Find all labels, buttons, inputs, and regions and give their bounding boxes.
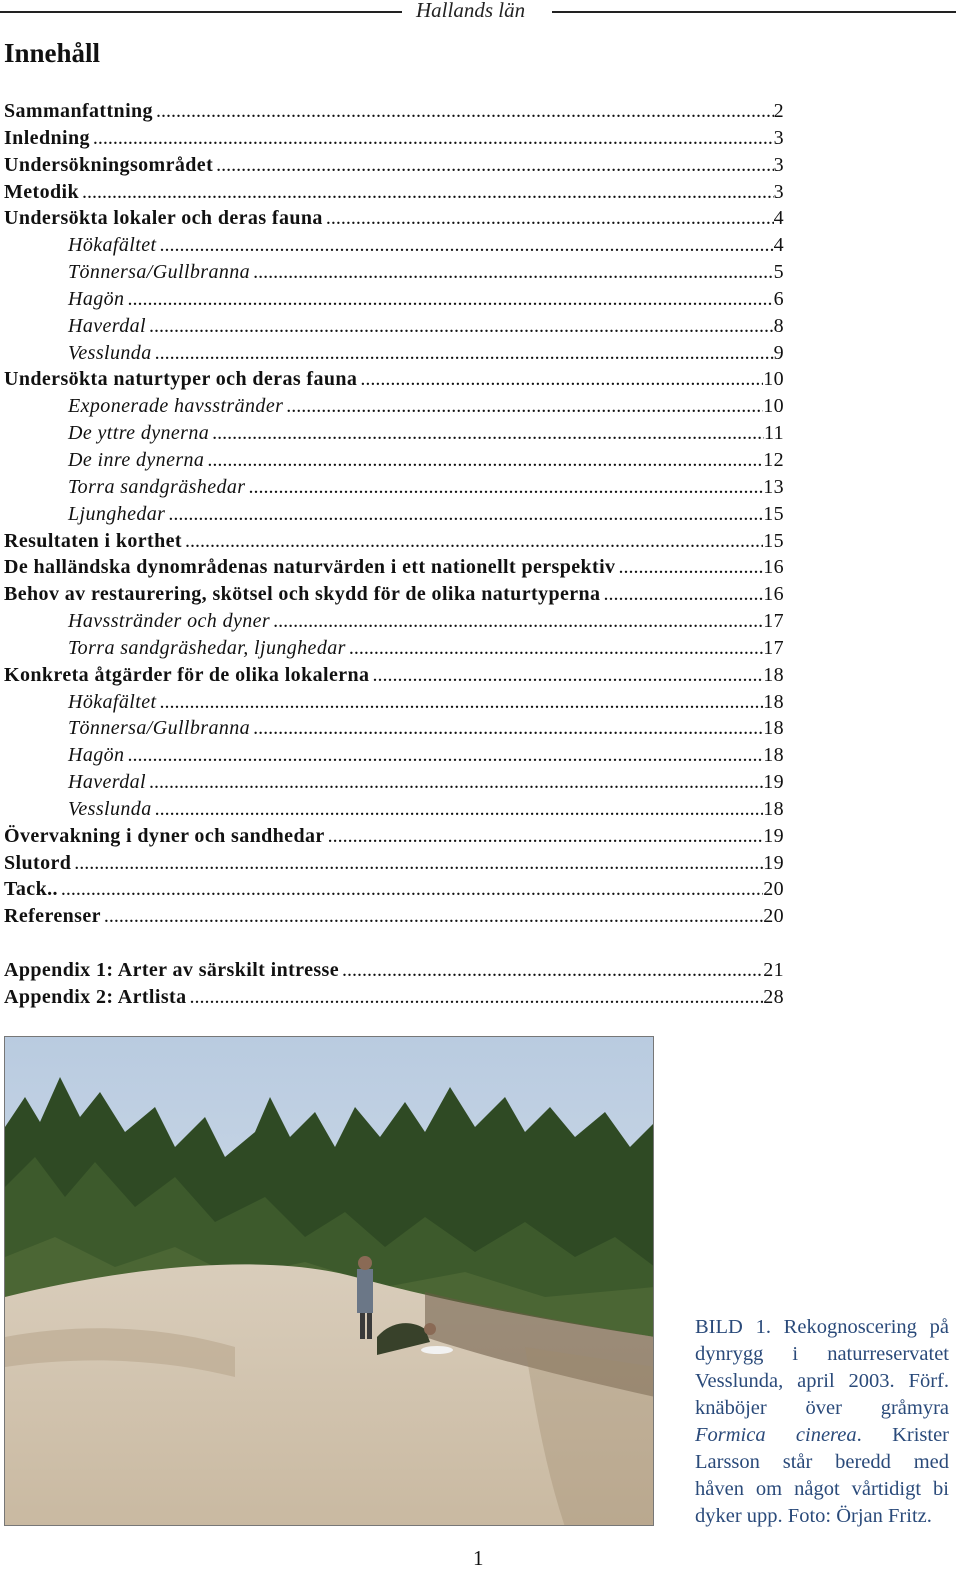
appendix-entry-label: Appendix 2: Artlista [4,986,187,1008]
toc-entry [4,556,784,583]
toc-entry [4,530,784,557]
toc-entry-page: 18 [763,717,784,740]
toc-entry-page: 6 [773,287,784,310]
toc-entry-label: Torra sandgräshedar, ljunghedar [68,636,346,659]
toc-entry-label: Tönnersa/Gullbranna [68,261,251,284]
toc-entry-label: Torra sandgräshedar [68,475,246,498]
toc-entry [4,181,784,208]
dot-leader [207,449,763,472]
toc-entry-label: Hökafältet [68,234,157,257]
toc-entry-page: 3 [773,126,784,149]
toc-entry-label: Hökafältet [68,690,157,713]
header-rule-right [552,11,956,13]
dot-leader [93,127,774,150]
dot-leader [82,181,774,204]
toc-entry-label: Haverdal [68,314,146,337]
dot-leader [342,959,763,982]
toc-entry [4,315,784,342]
dot-leader [149,315,774,338]
toc-entry-label: Metodik [4,180,80,203]
toc-entry [4,744,784,771]
toc-entry [4,395,784,422]
toc-main-list [4,100,784,932]
toc-entry [4,234,784,261]
dot-leader [212,422,764,445]
toc-entry-page: 10 [763,395,784,418]
toc-entry-page: 19 [763,851,784,874]
toc-entry-page: 12 [763,448,784,471]
toc-entry-label: Konkreta åtgärder för de olika lokalerna [4,663,370,686]
toc-entry-label: Sammanfattning [4,100,153,122]
toc-entry-page: 10 [763,368,784,391]
toc-entry [4,207,784,234]
toc-entry-label: Resultaten i korthet [4,529,182,552]
dot-leader [61,878,763,901]
toc-entry [4,717,784,744]
appendix-entry-page: 28 [763,986,784,1008]
toc-entry-label: Behov av restaurering, skötsel och skydd för de olika naturtyperna [4,583,601,606]
toc-entry-page: 18 [763,690,784,713]
toc-entry-page: 3 [773,180,784,203]
toc-entry-page: 3 [773,153,784,176]
toc-entry-page: 19 [763,824,784,847]
toc-entry [4,905,784,932]
toc-entry-page: 9 [773,341,784,364]
toc-entry [4,664,784,691]
toc-gap [4,932,784,959]
dot-leader [159,234,773,257]
toc-entry [4,825,784,852]
toc-entry-label: Vesslunda [68,797,152,820]
toc-entry-page: 4 [773,207,784,230]
toc-entry-label: Undersökta lokaler och deras fauna [4,207,323,230]
dot-leader [603,583,763,606]
toc-entry-label: Hagön [68,744,125,767]
dot-leader [273,610,763,633]
toc-entry [4,852,784,879]
toc-entry [4,691,784,718]
toc-entry-label: Inledning [4,126,90,149]
toc-entry-page: 15 [763,529,784,552]
dot-leader [286,395,763,418]
header-rule-left [0,11,402,13]
toc-entry [4,798,784,825]
toc-entry-page: 18 [763,744,784,767]
toc-entry [4,368,784,395]
caption-species: Formica cinerea [695,1424,857,1446]
toc-entry-page: 4 [773,234,784,257]
toc-entry-page: 18 [763,797,784,820]
table-of-contents [4,100,784,1013]
toc-entry-label: Tack.. [4,878,58,901]
toc-entry-page: 5 [773,261,784,284]
toc-entry-page: 16 [763,556,784,579]
toc-entry-page: 20 [763,905,784,928]
toc-entry-page: 17 [763,636,784,659]
dot-leader [360,368,763,391]
toc-entry [4,342,784,369]
appendix-entry-label: Appendix 1: Arter av särskilt intresse [4,959,340,982]
toc-entry-page: 2 [773,100,784,122]
toc-entry-page: 11 [763,422,784,445]
toc-entry-page: 16 [763,583,784,606]
appendix-entry [4,986,784,1013]
toc-entry-label: Tönnersa/Gullbranna [68,717,251,740]
toc-entry-label: Exponerade havsstränder [68,395,284,418]
toc-entry-page: 19 [763,771,784,794]
dot-leader [189,986,763,1009]
appendix-entry [4,959,784,986]
dot-leader [326,207,774,230]
page-title: Innehåll [4,38,101,68]
toc-entry [4,127,784,154]
toc-entry-page: 15 [763,502,784,525]
photo-caption [695,1314,949,1530]
toc-entry-page: 17 [763,610,784,633]
toc-entry-label: Slutord [4,851,72,874]
toc-entry-label: Referenser [4,905,101,928]
dot-leader [253,261,774,284]
toc-entry-label: De yttre dynerna [68,422,210,445]
toc-entry-page: 18 [763,663,784,686]
dot-leader [253,717,763,740]
dot-leader [127,744,763,767]
dot-leader [127,288,773,311]
dot-leader [104,905,763,928]
toc-entry-label: Undersökta naturtyper och deras fauna [4,368,358,391]
dot-leader [328,825,764,848]
toc-entry [4,637,784,664]
toc-entry-label: Ljunghedar [68,502,166,525]
toc-entry [4,610,784,637]
toc-entry-page: 20 [763,878,784,901]
dot-leader [156,100,774,123]
toc-entry [4,261,784,288]
header-title: Hallands län [416,0,526,22]
toc-entry [4,878,784,905]
dot-leader [155,798,764,821]
toc-entry [4,100,784,127]
toc-entry-label: Hagön [68,287,125,310]
toc-entry-label: De inre dynerna [68,448,205,471]
running-header [0,0,960,24]
toc-entry [4,154,784,181]
toc-entry [4,503,784,530]
toc-entry [4,583,784,610]
photo-dune-landscape [4,1036,654,1526]
toc-entry-label: Övervakning i dyner och sandhedar [4,824,325,847]
page-number: 1 [473,1546,484,1570]
caption-text-end: . Krister Larsson står beredd med håven om något vårtidigt bi dyker upp. Foto: Örjan Fritz. [695,1424,949,1527]
toc-entry-page: 13 [763,475,784,498]
toc-entry-label: De halländska dynområdenas naturvärden i ett nationellt perspektiv [4,556,616,579]
toc-entry [4,476,784,503]
caption-text-start: BILD 1. Rekognoscering på dynrygg i naturreservatet Vesslunda, april 2003. Förf. knäböjer över gråmyra [695,1316,949,1419]
dot-leader [168,503,763,526]
appendix-entry-page: 21 [763,959,784,982]
toc-entry-page: 8 [773,314,784,337]
dot-leader [618,556,763,579]
dot-leader [372,664,763,687]
dot-leader [216,154,773,177]
toc-entry-label: Vesslunda [68,341,152,364]
toc-entry-label: Haverdal [68,771,146,794]
dot-leader [74,852,763,875]
dot-leader [159,691,763,714]
dot-leader [185,530,763,553]
dot-leader [349,637,763,660]
toc-entry [4,288,784,315]
dot-leader [248,476,763,499]
toc-entry [4,422,784,449]
toc-entry [4,771,784,798]
dot-leader [149,771,763,794]
toc-entry-label: Undersökningsområdet [4,153,214,176]
toc-appendix-list [4,959,784,1013]
toc-entry-label: Havsstränder och dyner [68,610,271,633]
dot-leader [155,342,774,365]
toc-entry [4,449,784,476]
